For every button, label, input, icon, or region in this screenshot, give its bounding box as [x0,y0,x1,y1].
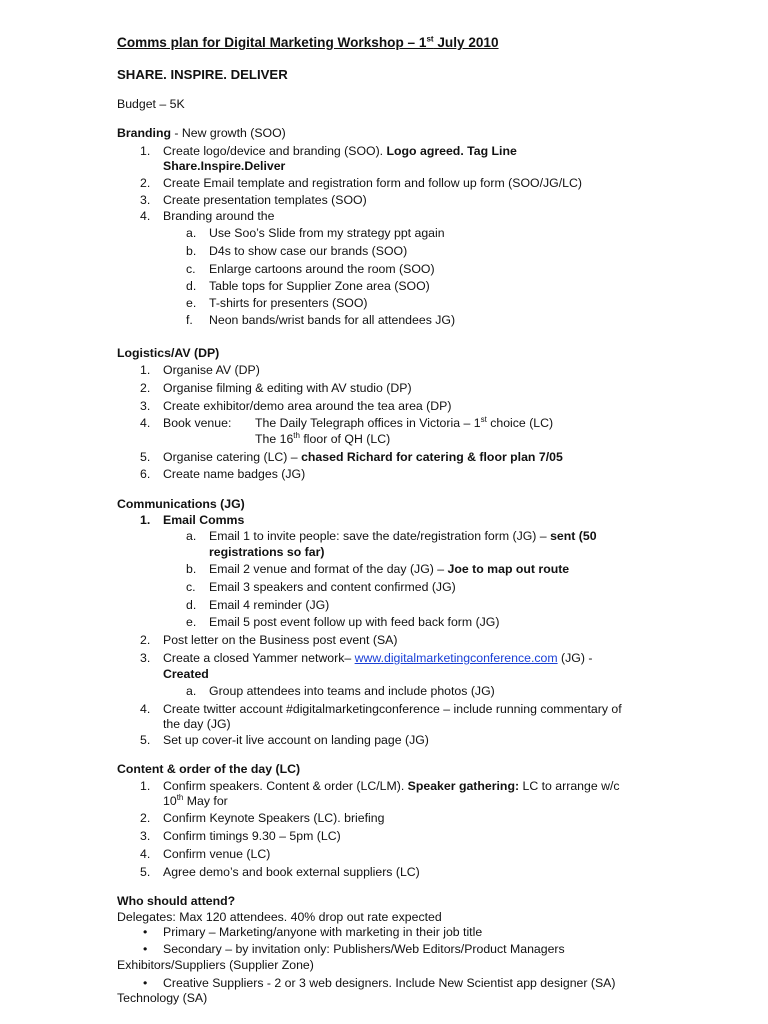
sublist-letter: f. [186,313,193,327]
sublist-item: Use Soo’s Slide from my strategy ppt again [209,226,445,240]
logistics-heading: Logistics/AV (DP) [117,346,220,360]
sublist-letter: a. [186,529,197,543]
list-item: Organise filming & editing with AV studio (DP) [163,381,412,395]
bullet-item: Creative Suppliers - 2 or 3 web designers. Include New Scientist app designer (SA) [163,976,616,990]
bullet: • [143,942,148,956]
sublist-item: Email 3 speakers and content confirmed (JG) [209,580,456,594]
list-item-continuation: Created [163,667,209,681]
list-number: 3. [140,399,151,413]
sublist-item-continuation: registrations so far) [209,545,325,559]
sublist-letter: a. [186,684,197,698]
list-number: 4. [140,702,151,716]
list-number: 1. [140,513,151,527]
bullet: • [143,976,148,990]
sublist-item: Group attendees into teams and include photos (JG) [209,684,495,698]
sublist-letter: e. [186,615,197,629]
tagline: SHARE. INSPIRE. DELIVER [117,67,288,82]
list-item: Agree demo’s and book external suppliers (LC) [163,865,420,879]
list-number: 4. [140,416,151,430]
branding-heading: Branding - New growth (SOO) [117,126,286,140]
list-item-continuation: 10th May for [163,792,228,808]
list-number: 1. [140,144,151,158]
list-item: Create logo/device and branding (SOO). Logo agreed. Tag Line [163,144,517,158]
sublist-item: Email 4 reminder (JG) [209,598,330,612]
list-item: Confirm speakers. Content & order (LC/LM). Speaker gathering: LC to arrange w/c [163,779,620,793]
venue-choice-1: The Daily Telegraph offices in Victoria – 1st choice (LC) [255,414,554,430]
list-item: Confirm Keynote Speakers (LC). briefing [163,811,385,825]
list-number: 3. [140,193,151,207]
document-title: Comms plan for Digital Marketing Workshop – 1st July 2010 [117,34,499,50]
list-item: Create exhibitor/demo area around the tea area (DP) [163,399,452,413]
sublist-item: Email 1 to invite people: save the date/registration form (JG) – sent (50 [209,529,597,543]
list-number: 5. [140,733,151,747]
list-item-continuation: Share.Inspire.Deliver [163,159,286,173]
bullet: • [143,925,148,939]
list-number: 6. [140,467,151,481]
list-number: 1. [140,779,151,793]
list-number: 5. [140,865,151,879]
list-item: Organise catering (LC) – chased Richard for catering & floor plan 7/05 [163,450,563,464]
list-number: 4. [140,847,151,861]
list-item: Confirm venue (LC) [163,847,271,861]
sublist-letter: e. [186,296,197,310]
sublist-item: Email 5 post event follow up with feed back form (JG) [209,615,500,629]
sublist-letter: d. [186,279,197,293]
list-item: Organise AV (DP) [163,363,260,377]
attend-heading: Who should attend? [117,894,236,908]
list-number: 2. [140,381,151,395]
sublist-item: D4s to show case our brands (SOO) [209,244,408,258]
sublist-letter: c. [186,262,196,276]
list-item: Create presentation templates (SOO) [163,193,367,207]
sublist-item: Neon bands/wrist bands for all attendees JG) [209,313,456,327]
bullet-item: Secondary – by invitation only: Publishers/Web Editors/Product Managers [163,942,565,956]
sublist-item: Table tops for Supplier Zone area (SOO) [209,279,430,293]
list-item: Create a closed Yammer network– www.digitalmarketingconference.com (JG) - [163,651,593,665]
delegates-line: Delegates: Max 120 attendees. 40% drop out rate expected [117,910,442,924]
list-item: Create twitter account #digitalmarketingconference – include running commentary of [163,702,622,716]
communications-heading: Communications (JG) [117,497,245,511]
conference-link[interactable]: www.digitalmarketingconference.com [354,651,558,665]
list-item: Branding around the [163,209,275,223]
list-item: Create Email template and registration form and follow up form (SOO/JG/LC) [163,176,582,190]
sublist-letter: c. [186,580,196,594]
venue-choice-2: The 16th floor of QH (LC) [255,430,391,446]
sublist-letter: d. [186,598,197,612]
content-heading: Content & order of the day (LC) [117,762,301,776]
list-item: Confirm timings 9.30 – 5pm (LC) [163,829,341,843]
list-number: 2. [140,176,151,190]
sublist-item: Enlarge cartoons around the room (SOO) [209,262,435,276]
sublist-letter: a. [186,226,197,240]
list-item-continuation: the day (JG) [163,717,231,731]
sublist-item: Email 2 venue and format of the day (JG) – Joe to map out route [209,562,570,576]
list-number: 3. [140,651,151,665]
list-number: 2. [140,811,151,825]
list-number: 5. [140,450,151,464]
list-number: 3. [140,829,151,843]
budget: Budget – 5K [117,97,185,111]
list-item: Post letter on the Business post event (SA) [163,633,398,647]
technology-line: Technology (SA) [117,991,208,1005]
list-number: 1. [140,363,151,377]
email-comms-heading: Email Comms [163,513,245,527]
sublist-item: T-shirts for presenters (SOO) [209,296,368,310]
list-item: Book venue: [163,416,232,430]
list-number: 2. [140,633,151,647]
bullet-item: Primary – Marketing/anyone with marketing in their job title [163,925,483,939]
list-item: Set up cover-it live account on landing page (JG) [163,733,429,747]
sublist-letter: b. [186,244,197,258]
list-number: 4. [140,209,151,223]
sublist-letter: b. [186,562,197,576]
list-item: Create name badges (JG) [163,467,306,481]
exhibitors-line: Exhibitors/Suppliers (Supplier Zone) [117,958,314,972]
